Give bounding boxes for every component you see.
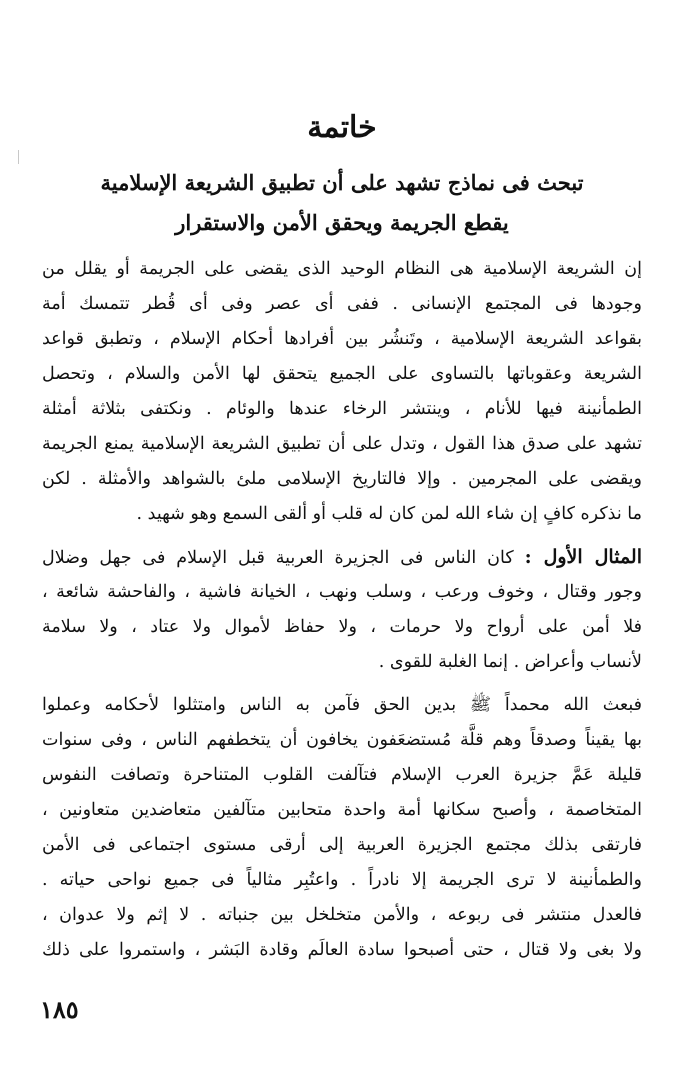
- paragraph3-line-5: فارتقى بذلك مجتمع الجزيرة العربية إلى أرقى مستوى اجتماعى فى الأمن: [42, 835, 642, 855]
- example1-heading: المثال الأول :: [524, 546, 642, 568]
- example1-line-3: فلا أمن على أرواح ولا حرمات ، ولا حفاظ لأموال ولا عتاد ، ولا سلامة: [42, 617, 642, 637]
- page-fold-mark: [18, 150, 19, 164]
- paragraph3-line-6: والطمأنينة لا ترى الجريمة إلا نادراً . واعتُبِر مثالياً فى جميع نواحى حياته .: [42, 870, 642, 890]
- paragraph3-line-7: فالعدل منتشر فى ربوعه ، والأمن متخلخل بين جنباته . لا إثم ولا عدوان ،: [42, 905, 642, 925]
- intro-line-4: الشريعة وعقوباتها بالتساوى على الجميع يتحقق لها الأمن والسلام ، وتحصل: [42, 364, 642, 384]
- example1-line-1: [42, 540, 642, 575]
- intro-line-3: بقواعد الشريعة الإسلامية ، وتَنشُر بين أفرادها أحكام الإسلام ، وتطبق قواعد: [42, 329, 642, 349]
- paragraph3-line-2: بها يقيناً وصدقاً وهم قلَّة مُستضعَفون يخافون أن يتخطفهم الناس ، وفى سنوات: [42, 730, 642, 750]
- paragraph3-line-1: فبعث الله محمداً ﷺ بدين الحق فآمن به الناس وامتثلوا لأحكامه وعملوا: [42, 695, 642, 715]
- paragraph3-line-4: المتخاصمة ، وأصبح سكانها أمة واحدة متحابين متآلفين متعاضدين متعاونين ،: [42, 800, 642, 820]
- chapter-title: خاتمة: [307, 110, 377, 145]
- example1-line-4: لأنساب وأعراض . إنما الغلبة للقوى .: [378, 652, 642, 672]
- intro-line-5: الطمأنينة فيها للأنام ، وينتشر الرخاء عندها والوئام . ونكتفى بثلاثة أمثلة: [42, 399, 642, 419]
- intro-line-1: إن الشريعة الإسلامية هى النظام الوحيد الذى يقضى على الجريمة أو يقلل من: [42, 259, 642, 279]
- intro-line-7: ويقضى على المجرمين . وإلا فالتاريخ الإسلامى ملئ بالشواهد والأمثلة . لكن: [42, 469, 642, 489]
- example1-line-1-text: كان الناس فى الجزيرة العربية قبل الإسلام فى جهل وضلال: [42, 548, 514, 568]
- paragraph3-line-3: قليلة عَمَّ جزيرة العرب الإسلام فتآلفت القلوب المتناحرة وتصافت النفوس: [42, 765, 642, 785]
- paragraph3-line-8: ولا بغى ولا قتال ، حتى أصبحوا سادة العالَم وقادة البَشر ، واستمروا على ذلك: [42, 940, 642, 960]
- page-number: ١٨٥: [40, 995, 79, 1024]
- subtitle-line-1: تبحث فى نماذج تشهد على أن تطبيق الشريعة الإسلامية: [100, 170, 584, 195]
- subtitle-line-2: يقطع الجريمة ويحقق الأمن والاستقرار: [175, 210, 509, 235]
- intro-line-2: وجودها فى المجتمع الإنسانى . ففى أى عصر وفى أى قُطر تتمسك أمة: [42, 294, 642, 314]
- intro-line-8: ما نذكره كافٍ إن شاء الله لمن كان له قلب أو ألقى السمع وهو شهيد .: [136, 504, 642, 524]
- example1-line-2: وجور وقتال ، وخوف ورعب ، وسلب ونهب ، الخيانة فاشية ، والفاحشة شائعة ،: [42, 582, 642, 602]
- intro-line-6: تشهد على صدق هذا القول ، وتدل على أن تطبيق الشريعة الإسلامية يمنع الجريمة: [42, 434, 642, 454]
